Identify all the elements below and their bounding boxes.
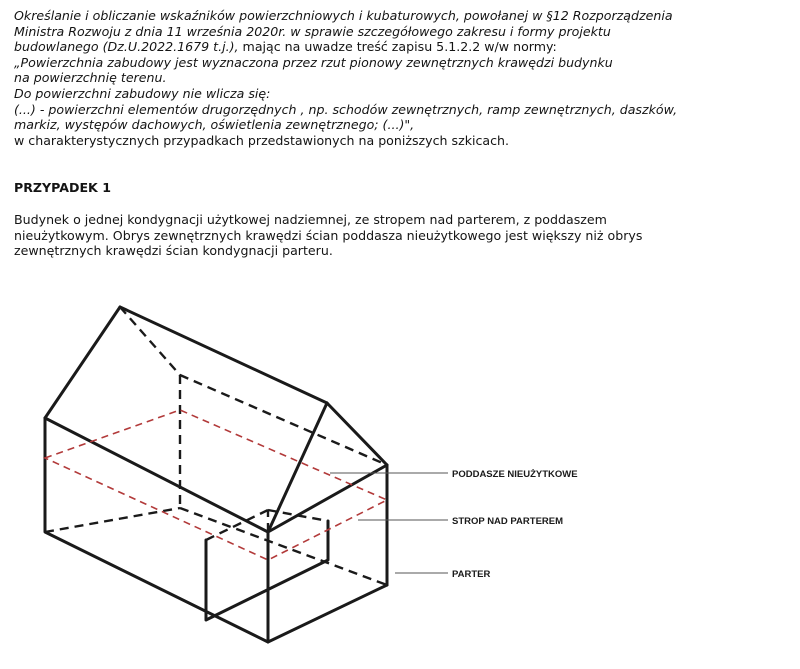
case-line-1: Budynek o jednej kondygnacji użytkowej nadziemnej, ze stropem nad parterem, z poddaszem	[14, 212, 607, 227]
hidden-gable-slope	[120, 307, 180, 375]
front-bottom-edge	[268, 585, 387, 642]
roof-front-slope	[45, 418, 268, 532]
intro-line-1: Określanie i obliczanie wskaźników powierzchniowych i kubaturowych, powołanej w §12 Rozporządzenia	[14, 8, 673, 23]
quote-line-1: „Powierzchnia zabudowy jest wyznaczona przez rzut pionowy zewnętrznych krawędzi budynku	[14, 54, 613, 70]
intro-line-3	[14, 39, 786, 55]
quote-line-2: na powierzchnię terenu.	[14, 70, 167, 86]
label-ground: PARTER	[452, 569, 491, 580]
legal-reference: budowlanego (Dz.U.2022.1679 t.j.),	[14, 39, 239, 55]
hidden-back-base	[180, 508, 387, 585]
roof-back-slope	[45, 307, 120, 418]
case-line-3: zewnętrznych krawędzi ścian kondygnacji parteru.	[14, 243, 333, 259]
hidden-eave	[180, 375, 387, 465]
ceiling-outline	[45, 410, 387, 560]
quote-line-4: (...) - powierzchni elementów drugorzędnych , np. schodów zewnętrznych, ramp zewnętrznych, daszków,	[14, 101, 678, 117]
intro-line-end: w charakterystycznych przypadkach przedstawionych na poniższych szkicach.	[14, 132, 510, 148]
label-attic: PODDASZE NIEUŻYTKOWE	[452, 469, 578, 480]
left-wall-outline	[45, 418, 268, 642]
norm-reference: mając na uwadze treść zapisu 5.1.2.2 w/w normy:	[238, 39, 557, 55]
intro-paragraph	[14, 8, 786, 148]
label-ceiling: STROP NAD PARTEREM	[452, 516, 564, 527]
intro-line-2: Ministra Rozwoju z dnia 11 września 2020r. w sprawie szczegółowego zakresu i formy projektu	[14, 23, 611, 39]
building-sketch	[0, 280, 800, 669]
case-description	[14, 212, 786, 259]
case-heading: PRZYPADEK 1	[14, 180, 111, 195]
quote-line-5: markiz, występów dachowych, oświetlenia zewnętrznego; (...)",	[14, 117, 415, 133]
gable-left-slope	[268, 403, 327, 532]
case-line-2: nieużytkowym. Obrys zewnętrznych krawędzi ścian poddasza nieużytkowego jest większy niż obrys	[14, 227, 643, 243]
hidden-back-left-base	[45, 508, 180, 532]
gable-right-slope	[327, 403, 387, 465]
ceiling-plane	[45, 410, 387, 560]
quote-line-3: Do powierzchni zabudowy nie wlicza się:	[14, 85, 271, 101]
solid-edges	[45, 307, 387, 642]
roof-ridge	[120, 307, 327, 403]
hidden-edges	[45, 307, 387, 585]
